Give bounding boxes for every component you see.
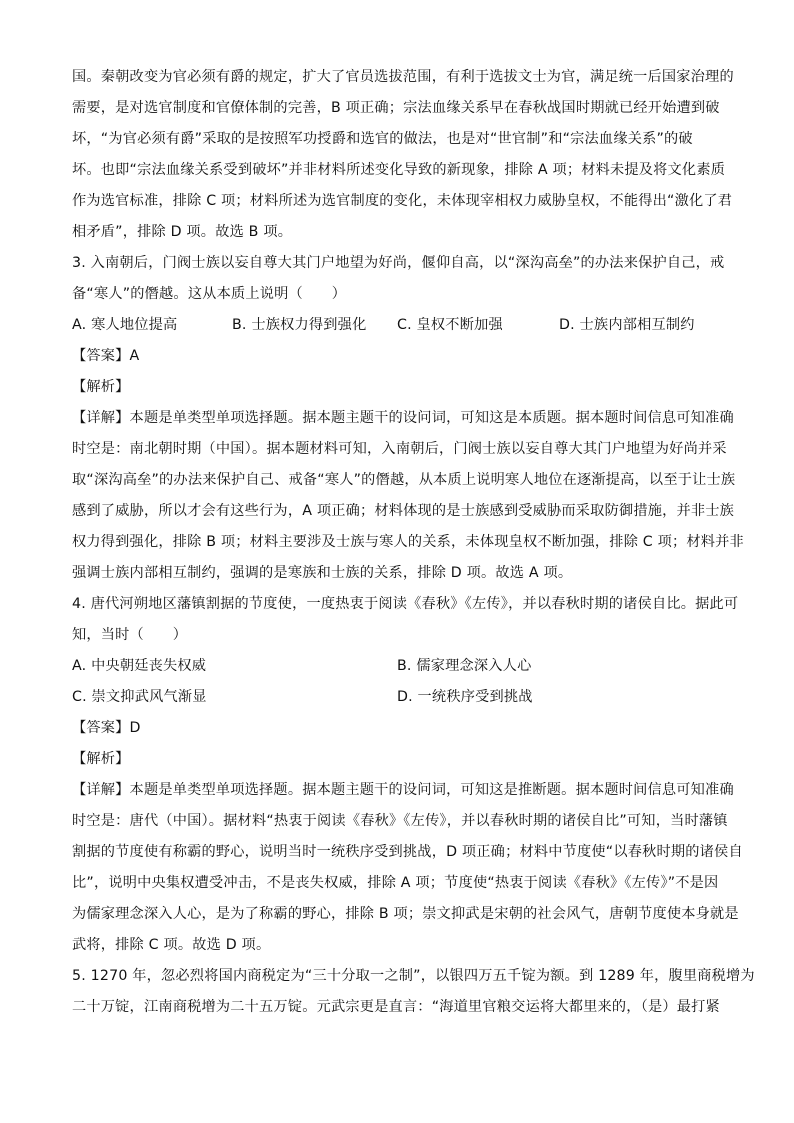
detail-line: 比”，说明中央集权遭受冲击，不是丧失权威，排除 A 项；节度使“热衷于阅读《春秋》《左传》”不是因: [72, 875, 719, 891]
question-stem-line: 备“寒人”的僭越。这从本质上说明（ ）: [72, 286, 347, 302]
detail-line: 【详解】本题是单类型单项选择题。据本题主题干的设问词，可知这是本质题。据本题时间信息可知准确: [72, 410, 734, 426]
question-stem-line: 知，当时（ ）: [72, 627, 188, 643]
question-stem-line: 5. 1270 年，忽必烈将国内商税定为“三十分取一之制”，以银四万五千锭为额。到 1289 年，腹里商税增为: [72, 968, 755, 984]
answer-label: 【答案】A: [72, 348, 140, 364]
question-4: [72, 589, 743, 961]
question-stem-line: 4. 唐代河朔地区藩镇割据的节度使，一度热衷于阅读《春秋》《左传》，并以春秋时期的诸侯自比。据此可: [72, 596, 739, 612]
detail-line: 为儒家理念深入人心，是为了称霸的野心，排除 B 项；崇文抑武是宋朝的社会风气，唐朝节度使本身就是: [72, 906, 739, 922]
detail-line: 取“深沟高垒”的办法来保护自己、戒备“寒人”的僭越，从本质上说明寒人地位在逐渐提高，以至于让士族: [72, 472, 736, 488]
text-line: 需要，是对选官制度和官僚体制的完善，B 项正确；宗法血缘关系早在春秋战国时期就已经开始遭到破: [72, 100, 720, 116]
detail-line: 感到了威胁，所以才会有这些行为，A 项正确；材料体现的是士族感到受威胁而采取防御措施，并非士族: [72, 503, 735, 519]
text-line: 坏，“为官必须有爵”采取的是按照军功授爵和选官的做法，也是对“世官制”和“宗法血缘关系”的破: [72, 131, 693, 147]
option-b: B. 儒家理念深入人心: [397, 658, 532, 674]
text-line: 作为选官标准，排除 C 项；材料所述为选官制度的变化，未体现宰相权力威胁皇权，不能得出“激化了君: [72, 193, 733, 209]
question-5: [72, 961, 755, 1023]
text-line: 坏。也即“宗法血缘关系受到破坏”并非材料所述变化导致的新现象，排除 A 项；材料未提及将文化素质: [72, 162, 726, 178]
options-row: [72, 682, 726, 713]
options-row: [72, 310, 726, 341]
detail-line: 武将，排除 C 项。故选 D 项。: [72, 937, 271, 953]
text-line: 相矛盾”，排除 D 项。故选 B 项。: [72, 224, 293, 240]
detail-line: 割据的节度使有称霸的野心，说明当时一统秩序受到挑战，D 项正确；材料中节度使“以春秋时期的诸侯自: [72, 844, 743, 860]
detail-line: 强调士族内部相互制约，强调的是寒族和士族的关系，排除 D 项。故选 A 项。: [72, 565, 573, 581]
detail-line: 时空是：唐代（中国）。据材料“热衷于阅读《春秋》《左传》，并以春秋时期的诸侯自比”可知，当时藩镇: [72, 813, 728, 829]
option-c: C. 崇文抑武风气渐显: [72, 689, 207, 705]
question-stem-line: 3. 入南朝后，门阀士族以妄自尊大其门户地望为好尚，偃仰自高，以“深沟高垒”的办法来保护自己，戒: [72, 255, 725, 271]
answer-label: 【答案】D: [72, 720, 141, 736]
detail-line: 权力得到强化，排除 B 项；材料主要涉及士族与寒人的关系，未体现皇权不断加强，排除 C 项；材料并非: [72, 534, 744, 550]
option-d: D. 一统秩序受到挑战: [397, 689, 533, 705]
document-page: [72, 62, 755, 1023]
question-stem-line: 二十万锭，江南商税增为二十五万锭。元武宗更是直言：“海道里官粮交运将大都里来的，（是）最打紧: [72, 999, 720, 1015]
option-b: B. 士族权力得到强化: [232, 317, 367, 333]
detail-line: 时空是：南北朝时期（中国）。据本题材料可知，入南朝后，门阀士族以妄自尊大其门户地望为好尚并采: [72, 441, 727, 457]
option-d: D. 士族内部相互制约: [559, 317, 695, 333]
options-row: [72, 651, 726, 682]
detail-line: 【详解】本题是单类型单项选择题。据本题主题干的设问词，可知这是推断题。据本题时间信息可知准确: [72, 782, 734, 798]
analysis-label: 【解析】: [72, 751, 130, 767]
analysis-label: 【解析】: [72, 379, 130, 395]
question-3: [72, 248, 744, 589]
previous-explanation: [72, 62, 734, 248]
text-line: 国。秦朝改变为官必须有爵的规定，扩大了官员选拔范围，有利于选拔文士为官，满足统一后国家治理的: [72, 69, 734, 85]
option-c: C. 皇权不断加强: [397, 317, 503, 333]
option-a: A. 中央朝廷丧失权威: [72, 658, 207, 674]
option-a: A. 寒人地位提高: [72, 317, 178, 333]
